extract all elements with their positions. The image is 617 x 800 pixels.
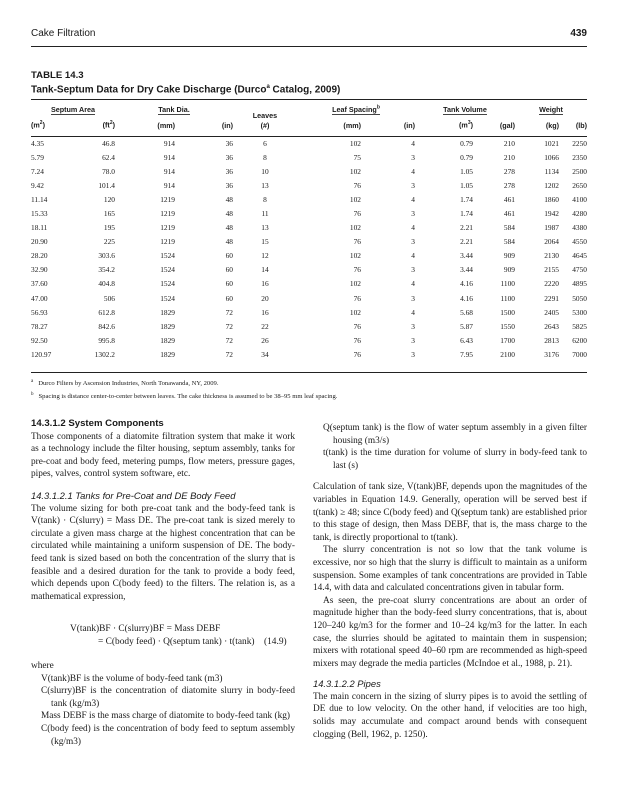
table-cell: 4645 (572, 251, 587, 261)
table-cell: 2650 (572, 180, 587, 190)
table-cell: 914 (163, 180, 175, 190)
unit-gal: (gal) (499, 120, 515, 130)
table-cell: 1100 (500, 279, 515, 289)
table-cell: 11.14 (31, 194, 48, 204)
table-row (31, 305, 587, 319)
table-cell: 4.16 (460, 279, 473, 289)
table-cell: 2064 (544, 237, 559, 247)
table-cell: 48 (225, 237, 233, 247)
table-cell: 46.8 (102, 138, 115, 148)
table-cell: 1.74 (460, 209, 473, 219)
table-cell: 26 (261, 335, 269, 345)
table-cell: 1219 (160, 209, 175, 219)
table-cell: 4100 (572, 194, 587, 204)
table-cell: 995.8 (98, 335, 115, 345)
tanks-paragraph: The volume sizing for both pre-coat tank and the body-feed tank is V(tank) · C(slurry) = Mass DE. The pre-coat tank is sized merely to circulate a given mass charge at the highest concentration that can be circulated while maintaining a uniform suspension of DE. The body-feed tank is sized based on both the concentration of the slurry that is feasible and a desired duration for the tank to provide a body feed, which depends upon C(body feed) to the filters. The relation is, as a mathematical expression, (31, 503, 295, 602)
table-cell: 1134 (544, 166, 559, 176)
table-cell: 60 (225, 265, 233, 275)
table-row (31, 150, 587, 164)
unit-lb: (lb) (575, 120, 587, 130)
table-label: TABLE 14.3 (31, 70, 84, 81)
table-cell: 76 (353, 349, 361, 359)
col-group-tank-dia: Tank Dia. (158, 105, 190, 114)
table-cell: 506 (103, 293, 115, 303)
table-cell: 1829 (160, 321, 175, 331)
table-cell: 584 (503, 237, 515, 247)
table-cell: 9.42 (31, 180, 44, 190)
table-cell: 78.27 (31, 321, 48, 331)
table-cell: 10 (261, 166, 269, 176)
table-cell: 1.05 (460, 166, 473, 176)
table-row (31, 235, 587, 249)
table-cell: 4 (411, 307, 415, 317)
table-cell: 20 (261, 293, 269, 303)
left-definitions (31, 660, 295, 748)
table-cell: 4 (411, 223, 415, 233)
table-cell: 1066 (544, 152, 559, 162)
table-cell: 210 (503, 138, 515, 148)
table-cell: 210 (503, 152, 515, 162)
section-heading: 14.3.1.2 System Components (31, 418, 164, 429)
table-cell: 165 (103, 209, 115, 219)
table-cell: 75 (353, 152, 361, 162)
table-cell: 1524 (160, 279, 175, 289)
table-cell: 120.97 (31, 349, 52, 359)
table-cell: 3 (411, 237, 415, 247)
col-group-leaves: Leaves (252, 111, 278, 120)
table-cell: 2100 (500, 349, 515, 359)
table-header-rule (31, 136, 587, 137)
table-cell: 36 (225, 138, 233, 148)
table-cell: 4 (411, 251, 415, 261)
table-cell: 13 (261, 223, 269, 233)
chapter-title: Cake Filtration (31, 28, 96, 39)
table-cell: 48 (225, 194, 233, 204)
table-cell: 1550 (500, 321, 515, 331)
table-cell: 278 (503, 166, 515, 176)
table-cell: 1942 (544, 209, 559, 219)
table-cell: 2250 (572, 138, 587, 148)
intro-paragraph: Those components of a diatomite filtration system that make it work as a technology include the filter housing, septum assembly, tanks for pre-coat and body feed, metering pumps, flow meters, pressure gages, pipes, valves, control system software, etc. (31, 431, 295, 480)
subsection-heading-pipes: 14.3.1.2.2 Pipes (313, 678, 381, 690)
table-footnote-a: $^a$ Durco Filters by Ascension Industries, North Tonawanda, NY, 2009. (31, 379, 219, 388)
table-cell: 62.4 (102, 152, 115, 162)
table-cell: 92.50 (31, 335, 48, 345)
left-column (31, 418, 295, 603)
table-cell: 56.93 (31, 307, 48, 317)
def-mass-de: Mass DEBF is the mass charge of diatomite to body-feed tank (kg) (41, 711, 290, 722)
table-cell: 1100 (500, 293, 515, 303)
equation-number: (14.9) (264, 637, 287, 647)
table-cell: 6 (263, 138, 267, 148)
col-group-tank-volume: Tank Volume (443, 105, 487, 114)
table-cell: 909 (503, 265, 515, 275)
col-group-leaf-spacing: Leaf Spacing$^b$ (332, 104, 380, 114)
unit-mm: (mm) (157, 120, 175, 130)
table-cell: 76 (353, 293, 361, 303)
table-cell: 1.05 (460, 180, 473, 190)
table-cell: 72 (225, 335, 233, 345)
table-cell: 5.87 (460, 321, 473, 331)
table-cell: 28.20 (31, 251, 48, 261)
table-cell: 36 (225, 152, 233, 162)
def-c-slurry: C(slurry)BF is the concentration of diatomite slurry in body-feed tank (kg/m3) (41, 686, 295, 709)
unit-mm-spacing: (mm) (343, 120, 361, 130)
table-cell: 4280 (572, 209, 587, 219)
table-cell: 842.6 (98, 321, 115, 331)
table-cell: 76 (353, 321, 361, 331)
table-unit-header (31, 114, 587, 136)
table-cell: 37.60 (31, 279, 48, 289)
table-cell: 1829 (160, 349, 175, 359)
table-cell: 34 (261, 349, 269, 359)
table-title: Tank-Septum Data for Dry Cake Discharge (Durco$^a$ Catalog, 2009) (31, 84, 341, 96)
table-cell: 5.79 (31, 152, 44, 162)
table-row (31, 164, 587, 178)
table-cell: 15.33 (31, 209, 48, 219)
table-cell: 1524 (160, 293, 175, 303)
table-cell: 195 (103, 223, 115, 233)
table-cell: 4.35 (31, 138, 44, 148)
table-cell: 612.8 (98, 307, 115, 317)
table-cell: 3 (411, 293, 415, 303)
table-cell: 4380 (572, 223, 587, 233)
table-cell: 60 (225, 293, 233, 303)
table-row (31, 136, 587, 150)
slurry-paragraph: The slurry concentration is not so low that the tank volume is excessive, nor so high that the slurry is difficult to maintain as a uniform suspension. Some examples of tank concentrations are provided in Table 14.4, with data and calculated concentrations given in tabular form. (313, 545, 587, 594)
table-cell: 76 (353, 209, 361, 219)
table-cell: 1219 (160, 194, 175, 204)
table-cell: 584 (503, 223, 515, 233)
col-group-weight: Weight (539, 105, 563, 114)
table-cell: 102 (349, 279, 361, 289)
equation-line-1: V(tank)BF · C(slurry)BF = Mass DEBF (70, 624, 221, 634)
table-cell: 3 (411, 349, 415, 359)
unit-count: (#) (260, 120, 270, 130)
table-cell: 3 (411, 321, 415, 331)
table-cell: 15 (261, 237, 269, 247)
table-cell: 3.44 (460, 265, 473, 275)
table-cell: 101.4 (98, 180, 115, 190)
table-body (31, 136, 587, 362)
table-cell: 4 (411, 138, 415, 148)
table-cell: 3176 (544, 349, 559, 359)
table-cell: 48 (225, 223, 233, 233)
table-cell: 47.00 (31, 293, 48, 303)
table-cell: 12 (261, 251, 269, 261)
table-cell: 914 (163, 166, 175, 176)
table-cell: 1021 (544, 138, 559, 148)
table-row (31, 206, 587, 220)
table-cell: 1860 (544, 194, 559, 204)
table-cell: 22 (261, 321, 269, 331)
unit-in-spacing: (in) (403, 120, 415, 130)
unit-m3: $(m^3)$ (459, 120, 473, 130)
table-row (31, 319, 587, 333)
table-cell: 5825 (572, 321, 587, 331)
table-cell: 0.79 (460, 138, 473, 148)
unit-in: (in) (221, 120, 233, 130)
table-cell: 303.6 (98, 251, 115, 261)
table-cell: 4895 (572, 279, 587, 289)
table-cell: 1700 (500, 335, 515, 345)
table-cell: 3 (411, 209, 415, 219)
table-cell: 461 (503, 194, 515, 204)
table-cell: 3 (411, 265, 415, 275)
table-cell: 16 (261, 279, 269, 289)
table-bottom-rule (31, 372, 587, 373)
table-cell: 2405 (544, 307, 559, 317)
pipes-paragraph: The main concern in the sizing of slurry pipes is to avoid the settling of DE due to low velocity. On the other hand, if velocities are too high, solids may accumulate and compact around bends with consequent clogging (Bell, 1962, p. 1250). (313, 691, 587, 740)
def-c-body-feed: C(body feed) is the concentration of body feed to septum assembly (kg/m3) (41, 723, 295, 747)
table-cell: 8 (263, 152, 267, 162)
table-cell: 3 (411, 180, 415, 190)
table-cell: 102 (349, 251, 361, 261)
concentration-paragraph: As seen, the pre-coat slurry concentrations are about an order of magnitude higher than the body-feed slurry concentrations, that is, about 120–240 kg/m3 for the former and 10–24 kg/m3 for the latter. In each case, the slurries should be agitated to maintain them in suspension; mixers with rotational speed 40–60 rpm are recommended as high-speed mixers may degrade the media particles (McIndoe et al., 1988, p. 21). (313, 595, 587, 669)
table-cell: 7000 (572, 349, 587, 359)
table-cell: 2220 (544, 279, 559, 289)
table-cell: 76 (353, 237, 361, 247)
table-row (31, 333, 587, 347)
table-cell: 2813 (544, 335, 559, 345)
table-cell: 18.11 (31, 223, 48, 233)
table-cell: 1524 (160, 265, 175, 275)
table-row (31, 178, 587, 192)
table-cell: 4 (411, 279, 415, 289)
table-row (31, 192, 587, 206)
equation-line-2: = C(body feed) · Q(septum tank) · t(tank) (98, 637, 255, 647)
table-cell: 72 (225, 321, 233, 331)
table-cell: 7.24 (31, 166, 44, 176)
table-cell: 1829 (160, 335, 175, 345)
calc-paragraph: Calculation of tank size, V(tank)BF, depends upon the magnitudes of the variables in Equation 14.9. Generally, operation will be served best if t(tank) ≥ 48; since C(body feed) and Q(septum tank) are established prior to this stage of design, then Mass DEBF, that is, the mass charge to the tank, is directly proportional to t(tank). (313, 482, 587, 543)
table-cell: 13 (261, 180, 269, 190)
table-cell: 461 (503, 209, 515, 219)
col-group-septum-area: Septum Area (50, 105, 96, 114)
table-cell: 2130 (544, 251, 559, 261)
table-cell: 32.90 (31, 265, 48, 275)
table-cell: 4 (411, 166, 415, 176)
table-cell: 48 (225, 209, 233, 219)
table-cell: 120 (103, 194, 115, 204)
table-cell: 3 (411, 335, 415, 345)
table-group-header (31, 100, 587, 114)
table-cell: 76 (353, 180, 361, 190)
table-row (31, 249, 587, 263)
table-cell: 2500 (572, 166, 587, 176)
table-cell: 36 (225, 166, 233, 176)
table-cell: 6.43 (460, 335, 473, 345)
table-cell: 16 (261, 307, 269, 317)
table-cell: 3 (411, 152, 415, 162)
table-cell: 102 (349, 307, 361, 317)
where-label: where (31, 661, 54, 671)
table-cell: 2643 (544, 321, 559, 331)
table-cell: 4 (411, 194, 415, 204)
table-cell: 909 (503, 251, 515, 261)
table-cell: 60 (225, 279, 233, 289)
table-cell: 2350 (572, 152, 587, 162)
def-q-septum: Q(septum tank) is the flow of water septum assembly in a given filter housing (m3/s) (323, 423, 587, 446)
table-cell: 4.16 (460, 293, 473, 303)
table-row (31, 291, 587, 305)
page-number: 439 (570, 28, 587, 39)
table-cell: 36 (225, 180, 233, 190)
table-cell: 914 (163, 152, 175, 162)
table-cell: 404.8 (98, 279, 115, 289)
table-cell: 102 (349, 138, 361, 148)
table-cell: 76 (353, 335, 361, 345)
table-cell: 2.21 (460, 237, 473, 247)
table-cell: 7.95 (460, 349, 473, 359)
table-cell: 1500 (500, 307, 515, 317)
table-cell: 1987 (544, 223, 559, 233)
table-cell: 5.68 (460, 307, 473, 317)
table-cell: 76 (353, 265, 361, 275)
table-row (31, 277, 587, 291)
table-cell: 78.0 (102, 166, 115, 176)
table-cell: 3.44 (460, 251, 473, 261)
table-cell: 1829 (160, 307, 175, 317)
unit-m2: $(m^2)$ (31, 120, 45, 130)
table-cell: 72 (225, 307, 233, 317)
table-cell: 0.79 (460, 152, 473, 162)
unit-ft2: $(ft^2)$ (102, 120, 115, 130)
table-footnote-b: $^b$ Spacing is distance center-to-center between leaves. The cake thickness is assumed to be 38–95 mm leaf spacing. (31, 392, 338, 401)
table-cell: 102 (349, 194, 361, 204)
table-cell: 4550 (572, 237, 587, 247)
def-v-tank: V(tank)BF is the volume of body-feed tank (m3) (41, 673, 223, 684)
subsection-heading-tanks: 14.3.1.2.1 Tanks for Pre-Coat and DE Body Feed (31, 489, 236, 501)
table-cell: 225 (103, 237, 115, 247)
table-row (31, 221, 587, 235)
table-cell: 1302.2 (94, 349, 115, 359)
table-cell: 60 (225, 251, 233, 261)
table-cell: 6200 (572, 335, 587, 345)
table-row (31, 263, 587, 277)
tank-septum-table (31, 100, 587, 362)
table-row (31, 347, 587, 361)
table-cell: 14 (261, 265, 269, 275)
table-cell: 1524 (160, 251, 175, 261)
table-cell: 4750 (572, 265, 587, 275)
table-cell: 1219 (160, 223, 175, 233)
table-cell: 914 (163, 138, 175, 148)
table-cell: 2291 (544, 293, 559, 303)
table-cell: 5050 (572, 293, 587, 303)
table-cell: 1202 (544, 180, 559, 190)
table-cell: 102 (349, 166, 361, 176)
table-cell: 5300 (572, 307, 587, 317)
table-cell: 354.2 (98, 265, 115, 275)
header-rule (31, 46, 587, 47)
table-cell: 72 (225, 349, 233, 359)
table-cell: 278 (503, 180, 515, 190)
table-cell: 1219 (160, 237, 175, 247)
right-column (313, 422, 587, 741)
def-t-tank: t(tank) is the time duration for volume of slurry in body-feed tank to last (s) (323, 448, 587, 471)
table-cell: 102 (349, 223, 361, 233)
table-cell: 8 (263, 194, 267, 204)
table-cell: 1.74 (460, 194, 473, 204)
unit-kg: (kg) (545, 120, 559, 130)
table-cell: 20.90 (31, 237, 48, 247)
table-cell: 2155 (544, 265, 559, 275)
table-cell: 11 (261, 209, 269, 219)
table-cell: 2.21 (460, 223, 473, 233)
